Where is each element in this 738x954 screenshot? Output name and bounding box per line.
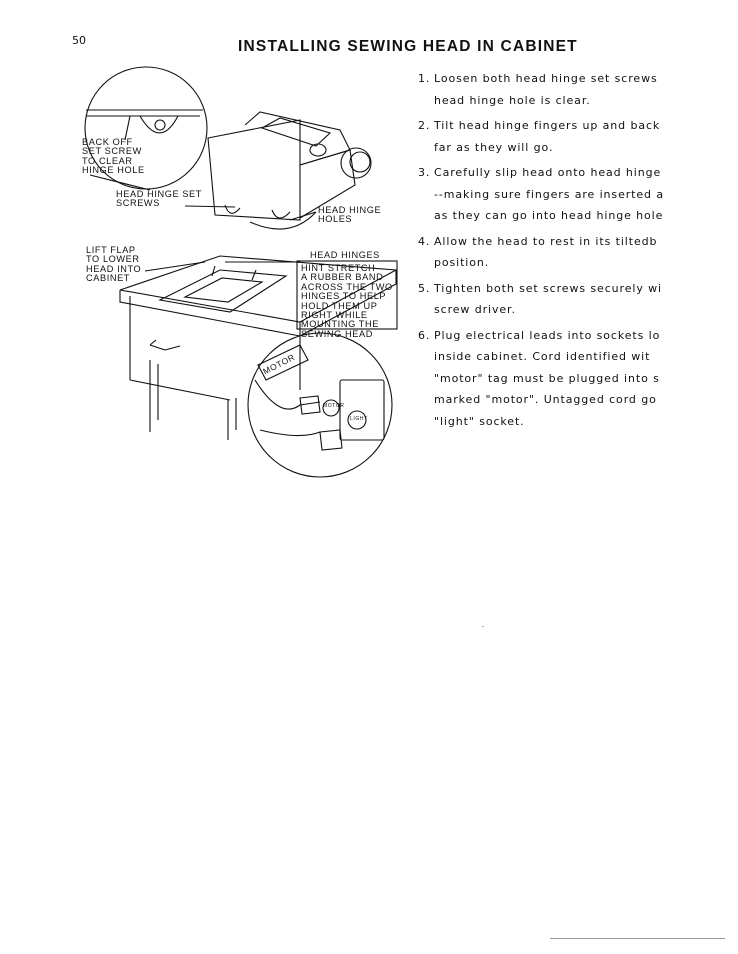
label-socket-light: LIGHT [350, 416, 368, 422]
detail-circle-sockets [248, 333, 392, 477]
step-3 [418, 162, 736, 227]
step-number: 5. [418, 281, 431, 295]
step-text: Carefully slip head onto head hinge --making sure fingers are inserted a as they can go into head hinge hole [434, 166, 664, 222]
step-text: Allow the head to rest in its tiltedb position. [434, 234, 658, 269]
page-title: INSTALLING SEWING HEAD IN CABINET [238, 38, 578, 55]
step-number: 3. [418, 166, 431, 179]
step-number: 6. [418, 328, 431, 342]
label-hint: HINT STRETCH A RUBBER BAND ACROSS THE TWO HINGES TO HELP HOLD THEM UP RIGHT WHILE MOUNTING THE SEWING HEAD [301, 263, 393, 339]
page-number: 50 [72, 34, 86, 47]
step-number: 1. [418, 72, 431, 85]
label-head-hinge-set-screws: HEAD HINGE SET SCREWS [116, 189, 202, 209]
instruction-steps [418, 68, 736, 436]
label-head-hinge-holes: HEAD HINGE HOLES [318, 205, 382, 225]
label-socket-motor: MOTOR [323, 403, 345, 409]
label-back-off: BACK OFF SET SCREW TO CLEAR HINGE HOLE [82, 137, 145, 176]
step-number: 2. [418, 119, 431, 132]
step-text: Tighten both set screws securely wi screw driver. [434, 281, 662, 316]
step-4 [418, 231, 736, 274]
scan-speck [482, 626, 484, 627]
footer-rule [550, 938, 725, 939]
step-text: Tilt head hinge fingers up and back far as they will go. [434, 119, 661, 154]
label-lift-flap: LIFT FLAP TO LOWER HEAD INTO CABINET [86, 245, 142, 284]
step-1 [418, 68, 736, 111]
sewing-head-base [208, 120, 300, 220]
step-text: Loosen both head hinge set screws head hinge hole is clear. [434, 72, 658, 107]
step-text: Plug electrical leads into sockets lo inside cabinet. Cord identified wit "motor" tag must be plugged into s marked "motor". Untagged cord go "light" socket. [434, 328, 661, 428]
step-2 [418, 115, 736, 158]
step-5 [418, 278, 736, 321]
step-6 [418, 325, 736, 433]
step-number: 4. [418, 234, 431, 248]
label-head-hinges: HEAD HINGES [310, 250, 380, 260]
label-motor-tag: MOTOR [261, 351, 297, 377]
